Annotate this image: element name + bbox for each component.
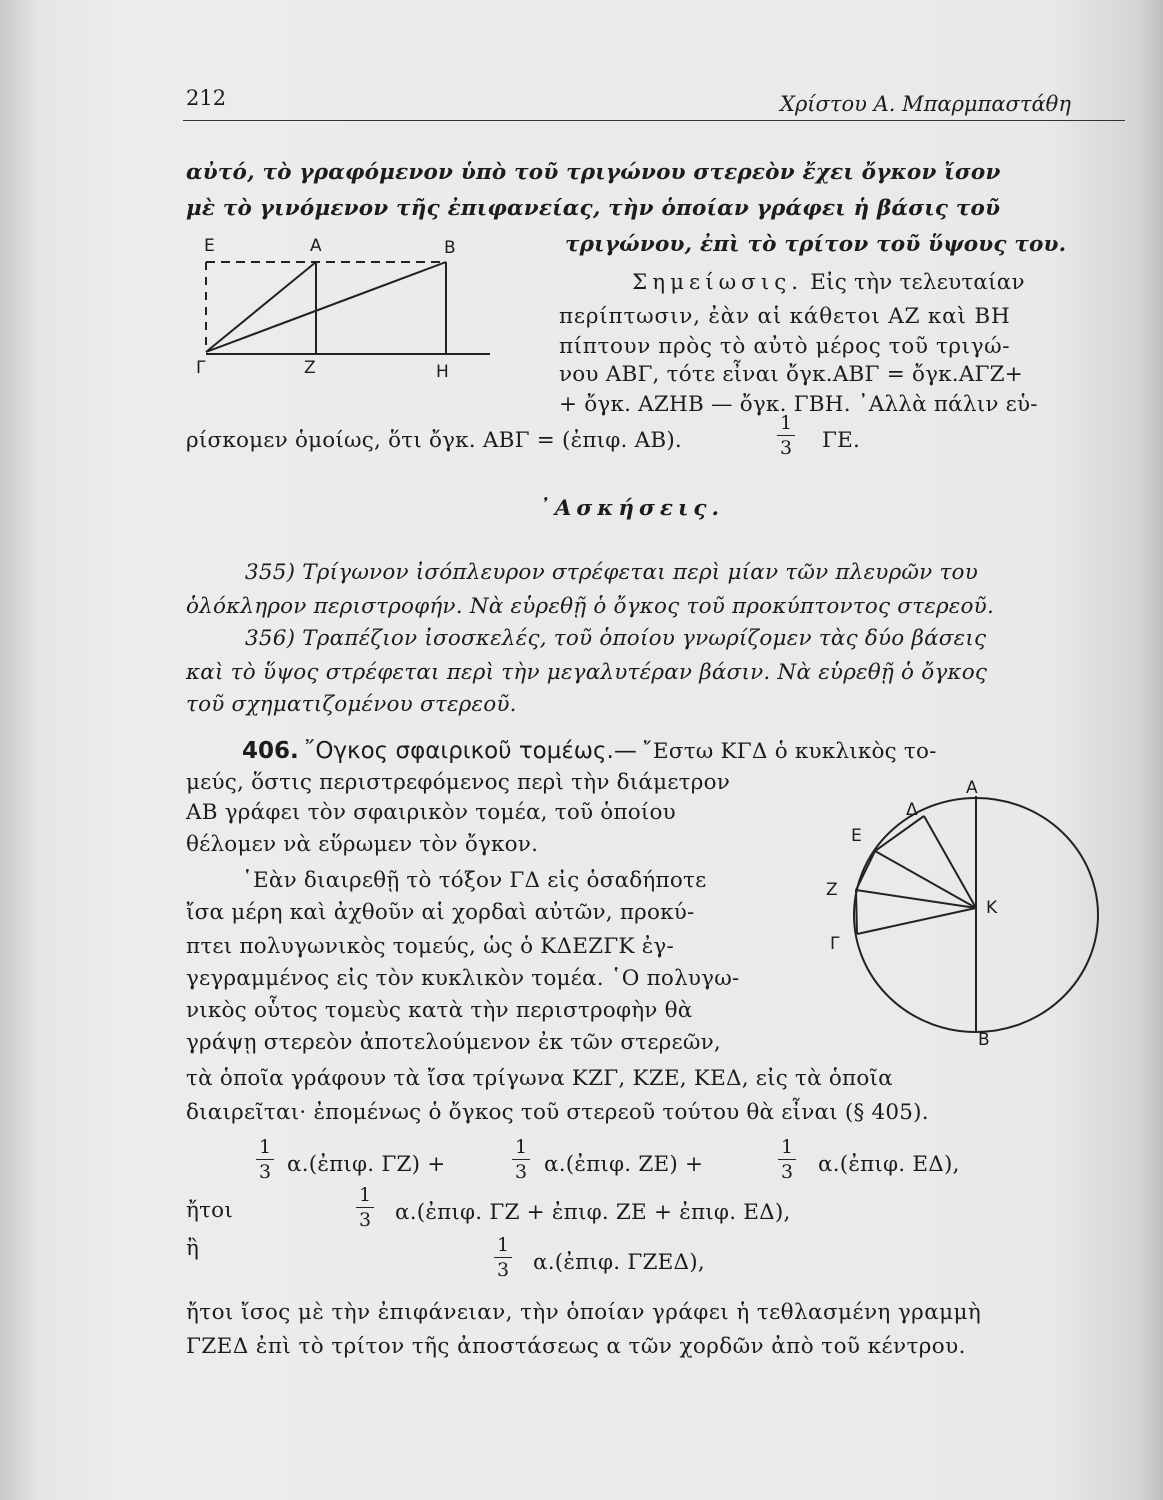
section-number: 406. — [242, 738, 299, 764]
text-line: μεύς, ὅστις περιστρεφόμενος περὶ τὴν διάμετρον — [186, 770, 731, 795]
running-header-author: Χρίστου Α. Μπαρμπαστάθη — [780, 92, 1071, 116]
page-number: 212 — [186, 86, 227, 110]
equation-term: α.(ἐπιφ. ΓΖ + ἐπιφ. ΖΕ + ἐπιφ. ΕΔ), — [395, 1200, 791, 1225]
text-line: + ὄγκ. ΑΖΗΒ — ὄγκ. ΓΒΗ. ᾿Αλλὰ πάλιν εὑ- — [559, 392, 1038, 417]
label-B: Β — [978, 1030, 990, 1050]
section-title: ῎Ογκος σφαιρικοῦ τομέως.— — [303, 738, 637, 764]
text-line: ρίσκομεν ὁμοίως, ὅτι ὄγκ. ΑΒΓ = (ἐπιφ. ΑΒ). — [186, 428, 682, 453]
label-G: Γ — [196, 358, 206, 378]
exercises-heading: ᾿Ασκήσεις. — [539, 496, 724, 521]
text-line: πτει πολυγωνικὸς τομεύς, ὡς ὁ ΚΔΕΖΓΚ ἐγ- — [186, 934, 674, 959]
fraction-numerator: 1 — [356, 1186, 374, 1208]
text-line: ἤτοι ἴσος μὲ τὴν ἐπιφάνειαν, τὴν ὁποίαν γράφει ἡ τεθλασμένη γραμμὴ — [186, 1300, 982, 1325]
text-line: πίπτουν πρὸς τὸ αὐτὸ μέρος τοῦ τριγώ- — [559, 334, 1011, 359]
fraction-one-third — [512, 1138, 530, 1182]
text-line: τριγώνου, ἐπὶ τὸ τρίτον τοῦ ὕψους του. — [565, 232, 1067, 257]
fraction-denominator: 3 — [515, 1161, 528, 1183]
fraction-numerator: 1 — [494, 1236, 512, 1258]
exercise-355: 355) Τρίγωνον ἰσόπλευρον στρέφεται περὶ μίαν τῶν πλευρῶν του — [245, 560, 978, 585]
label-G: Γ — [830, 934, 840, 954]
text-line: περίπτωσιν, ἐὰν αἱ κάθετοι ΑΖ καὶ ΒΗ — [559, 304, 1011, 329]
text-line: ΓΕ. — [822, 428, 861, 453]
note-title: Σημείωσις. — [632, 270, 804, 295]
label-Z: Ζ — [826, 880, 838, 900]
text-line: ῎Εστω ΚΓΔ ὁ κυκλικὸς το- — [641, 739, 937, 764]
equation-term: α.(ἐπιφ. ΖΕ) + — [544, 1152, 704, 1177]
text-line: θέλομεν νὰ εὕρωμεν τὸν ὄγκον. — [186, 832, 539, 857]
label-Z: Ζ — [304, 358, 316, 378]
text-line: γράψῃ στερεὸν ἀποτελούμενον ἐκ τῶν στερεῶν, — [186, 1030, 721, 1055]
text-line: ῾Εὰν διαιρεθῇ τὸ τόξον ΓΔ εἰς ὁσαδήποτε — [242, 868, 707, 893]
text-line: ἴσα μέρη καὶ ἀχθοῦν αἱ χορδαὶ αὐτῶν, προκύ- — [186, 900, 695, 925]
fraction-one-third — [256, 1138, 274, 1182]
fraction-denominator: 3 — [259, 1161, 272, 1183]
fraction-numerator: 1 — [778, 1138, 796, 1160]
text-line: ΓΖΕΔ ἐπὶ τὸ τρίτον τῆς ἀποστάσεως α τῶν χορδῶν ἀπὸ τοῦ κέντρου. — [186, 1334, 966, 1359]
text-line: νικὸς οὗτος τομεὺς κατὰ τὴν περιστροφὴν θὰ — [186, 998, 693, 1023]
fraction-numerator: 1 — [512, 1138, 530, 1160]
text-line: καὶ τὸ ὕψος στρέφεται περὶ τὴν μεγαλυτέραν βάσιν. Νὰ εὑρεθῇ ὁ ὄγκος — [186, 660, 988, 685]
fraction-numerator: 1 — [256, 1138, 274, 1160]
label-D: Δ — [906, 800, 918, 820]
equation-prefix: ἢ — [186, 1236, 200, 1261]
fraction-denominator: 3 — [497, 1259, 510, 1281]
text-line: τοῦ σχηματιζομένου στερεοῦ. — [186, 692, 517, 717]
label-H: Η — [436, 362, 449, 382]
label-A: Α — [310, 236, 322, 256]
equation-term: α.(ἐπιφ. ΕΔ), — [818, 1152, 960, 1177]
text-line: τὰ ὁποῖα γράφουν τὰ ἴσα τρίγωνα ΚΖΓ, ΚΖΕ, ΚΕΔ, εἰς τὰ ὁποῖα — [186, 1066, 893, 1091]
label-K: Κ — [986, 898, 998, 918]
text-line: ὁλόκληρον περιστροφήν. Νὰ εὑρεθῇ ὁ ὄγκος τοῦ προκύπτοντος στερεοῦ. — [186, 594, 994, 619]
fraction-numerator: 1 — [777, 414, 795, 436]
text-line: ΑΒ γράφει τὸν σφαιρικὸν τομέα, τοῦ ὁποίου — [186, 800, 676, 825]
label-E: Ε — [204, 236, 215, 256]
text-line: διαιρεῖται· ἐπομένως ὁ ὄγκος τοῦ στερεοῦ τούτου θὰ εἶναι (§ 405). — [186, 1100, 929, 1125]
text-line: Εἰς τὴν τελευταίαν — [810, 270, 1025, 295]
fraction-one-third — [356, 1186, 374, 1230]
exercise-356: 356) Τραπέζιον ἰσοσκελές, τοῦ ὁποίου γνωρίζομεν τὰς δύο βάσεις — [245, 626, 987, 651]
fraction-one-third — [494, 1236, 512, 1280]
fraction-denominator: 3 — [359, 1209, 372, 1231]
equation-term: α.(ἐπιφ. ΓΖΕΔ), — [533, 1250, 705, 1275]
text-line: αὐτό, τὸ γραφόμενον ὑπὸ τοῦ τριγώνου στερεὸν ἔχει ὄγκον ἴσον — [186, 160, 1001, 185]
label-A: Α — [966, 778, 978, 798]
fraction-denominator: 3 — [780, 437, 793, 459]
equation-term: α.(ἐπιφ. ΓΖ) + — [287, 1152, 446, 1177]
label-B: Β — [444, 238, 456, 258]
text-line: μὲ τὸ γινόμενον τῆς ἐπιφανείας, τὴν ὁποίαν γράφει ἡ βάσις τοῦ — [186, 196, 1001, 221]
fraction-denominator: 3 — [781, 1161, 794, 1183]
fraction-one-third — [778, 1138, 796, 1182]
text-line: γεγραμμένος εἰς τὸν κυκλικὸν τομέα. ῾Ο πολυγω- — [186, 966, 740, 991]
text-line: νου ΑΒΓ, τότε εἶναι ὄγκ.ΑΒΓ = ὄγκ.ΑΓΖ+ — [559, 362, 1024, 387]
label-E: Ε — [851, 826, 862, 846]
equation-prefix: ἤτοι — [186, 1198, 233, 1223]
